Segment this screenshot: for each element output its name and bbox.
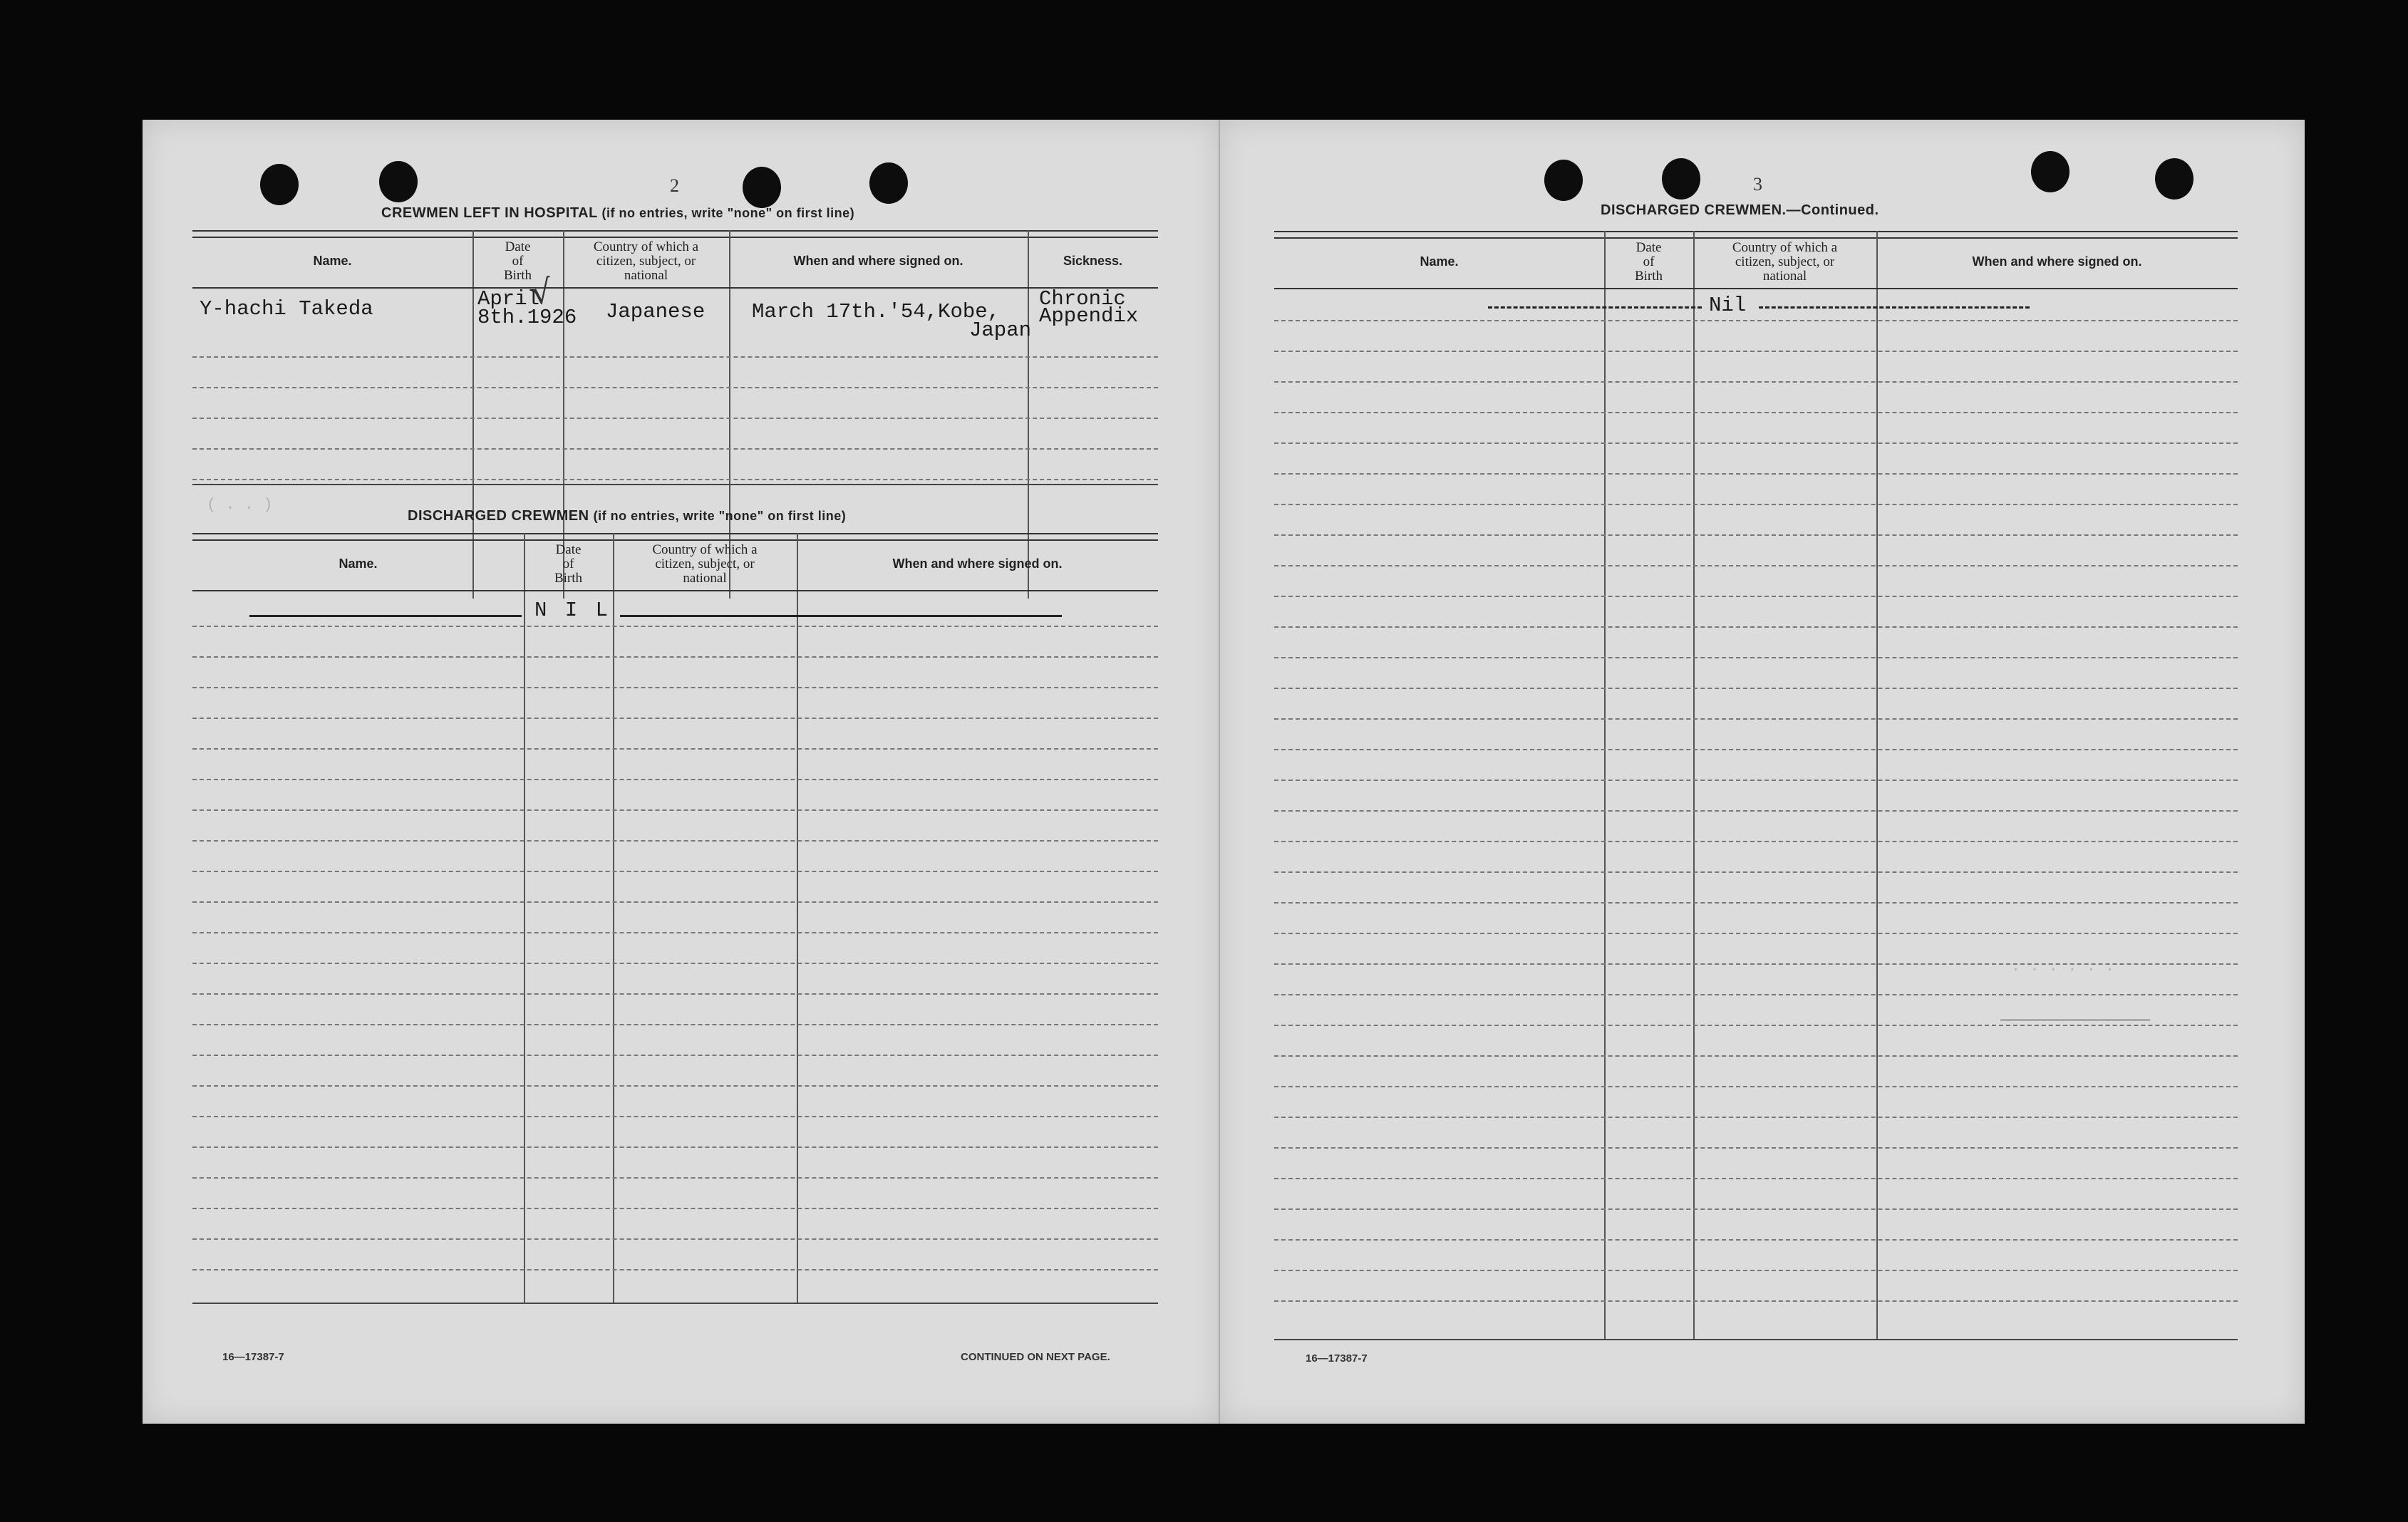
table-row: [1274, 841, 2238, 842]
punch-hole: [1662, 158, 1700, 200]
entry-signed-on-line1: March 17th.'54,Kobe,: [752, 300, 1001, 323]
table-row: [1274, 749, 2238, 750]
table-row: [1274, 1239, 2238, 1241]
table-row: [1274, 688, 2238, 689]
bleed-through-mark: . . . . . .: [2011, 958, 2115, 975]
table-row: [192, 993, 1158, 995]
table-row: [192, 387, 1158, 388]
column-divider: [1693, 231, 1695, 1339]
form-number: 16—17387-7: [222, 1351, 284, 1363]
col-header-country: Country of which a citizen, subject, or national: [593, 239, 699, 283]
table-row: [192, 932, 1158, 933]
discharged-title-text: DISCHARGED CREWMEN: [408, 508, 589, 524]
table-row: [192, 1177, 1158, 1179]
col-header-dob: Date of Birth: [503, 239, 532, 283]
right-page: [1219, 120, 2305, 1424]
col-header-sickness: Sickness.: [1063, 254, 1123, 268]
table-top-rule: [192, 230, 1158, 238]
discharged-continued-title: DISCHARGED CREWMEN.—Continued.: [1601, 202, 1879, 218]
table-row: [192, 418, 1158, 419]
table-row: [1274, 596, 2238, 597]
header-rule: [192, 287, 1158, 289]
table-bottom-rule: [192, 484, 1158, 485]
col-header-country: Country of which a citizen, subject, or national: [1732, 240, 1838, 284]
table-row: [192, 779, 1158, 780]
continued-note: CONTINUED ON NEXT PAGE.: [961, 1351, 1110, 1363]
form-number: 16—17387-7: [1306, 1352, 1368, 1365]
col-header-name: Name.: [339, 556, 378, 571]
table-bottom-rule: [1274, 1339, 2238, 1340]
nil-line: [249, 615, 522, 617]
table-row: [1274, 534, 2238, 536]
discharged-nil-entry: Nil: [1709, 294, 1747, 317]
table-row: [1274, 902, 2238, 904]
punch-hole: [260, 164, 299, 205]
col-header-signed-on: When and where signed on.: [793, 254, 963, 268]
table-row: [1274, 1147, 2238, 1149]
table-row: [192, 1146, 1158, 1148]
column-divider: [613, 533, 614, 1303]
table-row: [1274, 504, 2238, 505]
entry-dob-line2: 8th.1926: [477, 306, 577, 329]
hospital-title-text: CREWMEN LEFT IN HOSPITAL: [381, 205, 598, 221]
table-row: [1274, 1270, 2238, 1271]
left-page: [143, 120, 1219, 1424]
table-row: [1274, 1086, 2238, 1087]
table-row: [1274, 351, 2238, 352]
entry-country: Japanese: [606, 300, 706, 323]
table-row: [1274, 810, 2238, 812]
entry-sickness-line2: Appendix: [1039, 304, 1139, 328]
table-row: [1274, 657, 2238, 658]
table-row: [192, 748, 1158, 750]
table-row: [192, 718, 1158, 719]
col-header-signed-on: When and where signed on.: [892, 556, 1063, 571]
table-row: [192, 1055, 1158, 1056]
table-row: [192, 448, 1158, 450]
table-row: [192, 626, 1158, 627]
bleed-through-mark: [2000, 1019, 2150, 1021]
table-row: [192, 871, 1158, 872]
punch-hole: [743, 167, 781, 208]
table-top-rule: [1274, 231, 2238, 239]
page-number: 2: [670, 175, 679, 196]
table-row: [1274, 473, 2238, 475]
handwritten-mark: √: [528, 271, 554, 313]
discharged-table-right: [1274, 231, 2238, 1364]
table-row: [1274, 412, 2238, 413]
punch-hole: [2031, 151, 2069, 192]
header-rule: [1274, 288, 2238, 289]
header-rule: [192, 590, 1158, 591]
bleed-through-mark: ( . . ): [207, 496, 273, 514]
discharged-section-title: [408, 508, 846, 524]
table-row: [1274, 933, 2238, 934]
table-row: [192, 809, 1158, 811]
discharged-table-left: [192, 533, 1158, 1324]
table-row: [1274, 1055, 2238, 1057]
page-number: 3: [1753, 174, 1762, 195]
table-row: [192, 1024, 1158, 1025]
table-row: [192, 479, 1158, 480]
col-header-dob: Date of Birth: [554, 542, 583, 586]
table-row: [192, 840, 1158, 842]
column-divider: [524, 533, 525, 1303]
table-row: [1274, 626, 2238, 628]
table-top-rule: [192, 533, 1158, 541]
entry-signed-on-line2: Japan: [969, 319, 1032, 342]
table-row: [192, 687, 1158, 688]
discharged-title-note: (if no entries, write "none" on first line): [593, 509, 847, 523]
col-header-country: Country of which a citizen, subject, or national: [652, 542, 758, 586]
table-row: [1274, 320, 2238, 321]
column-divider: [1604, 231, 1606, 1339]
hospital-title-note: (if no entries, write "none" on first line): [601, 206, 855, 220]
table-row: [192, 1116, 1158, 1117]
table-row: [192, 901, 1158, 903]
table-row: [192, 656, 1158, 658]
table-row: [192, 1238, 1158, 1240]
table-row: [192, 1085, 1158, 1087]
table-bottom-rule: [192, 1303, 1158, 1304]
table-row: [192, 1208, 1158, 1209]
column-divider: [1876, 231, 1878, 1339]
col-header-dob: Date of Birth: [1634, 240, 1663, 284]
table-row: [1274, 381, 2238, 383]
table-row: [1274, 1178, 2238, 1179]
col-header-name: Name.: [313, 254, 352, 268]
discharged-nil-entry: N I L: [534, 599, 611, 622]
entry-dob-line1: April: [477, 287, 540, 311]
nil-line: [620, 615, 1062, 617]
table-row: [1274, 442, 2238, 444]
table-row: [192, 963, 1158, 964]
table-row: [1274, 1300, 2238, 1302]
table-row: [1274, 718, 2238, 720]
hospital-section-title: [381, 205, 854, 222]
col-header-signed-on: When and where signed on.: [1972, 254, 2142, 269]
table-row: [1274, 1117, 2238, 1118]
table-row: [1274, 565, 2238, 566]
table-row: [1274, 1025, 2238, 1026]
entry-sickness-line1: Chronic: [1039, 287, 1126, 311]
table-row: [192, 356, 1158, 358]
table-row: [1274, 780, 2238, 781]
table-row: [1274, 871, 2238, 873]
punch-hole: [869, 162, 908, 204]
col-header-name: Name.: [1420, 254, 1459, 269]
punch-hole: [2155, 158, 2193, 200]
table-row: [1274, 1208, 2238, 1210]
table-row: [1274, 994, 2238, 995]
entry-name: Y-hachi Takeda: [200, 297, 373, 321]
column-divider: [797, 533, 798, 1303]
nil-line: [1759, 306, 2030, 309]
punch-hole: [1544, 160, 1583, 201]
punch-hole: [379, 161, 418, 202]
table-row: [192, 1269, 1158, 1270]
nil-line: [1488, 306, 1702, 309]
